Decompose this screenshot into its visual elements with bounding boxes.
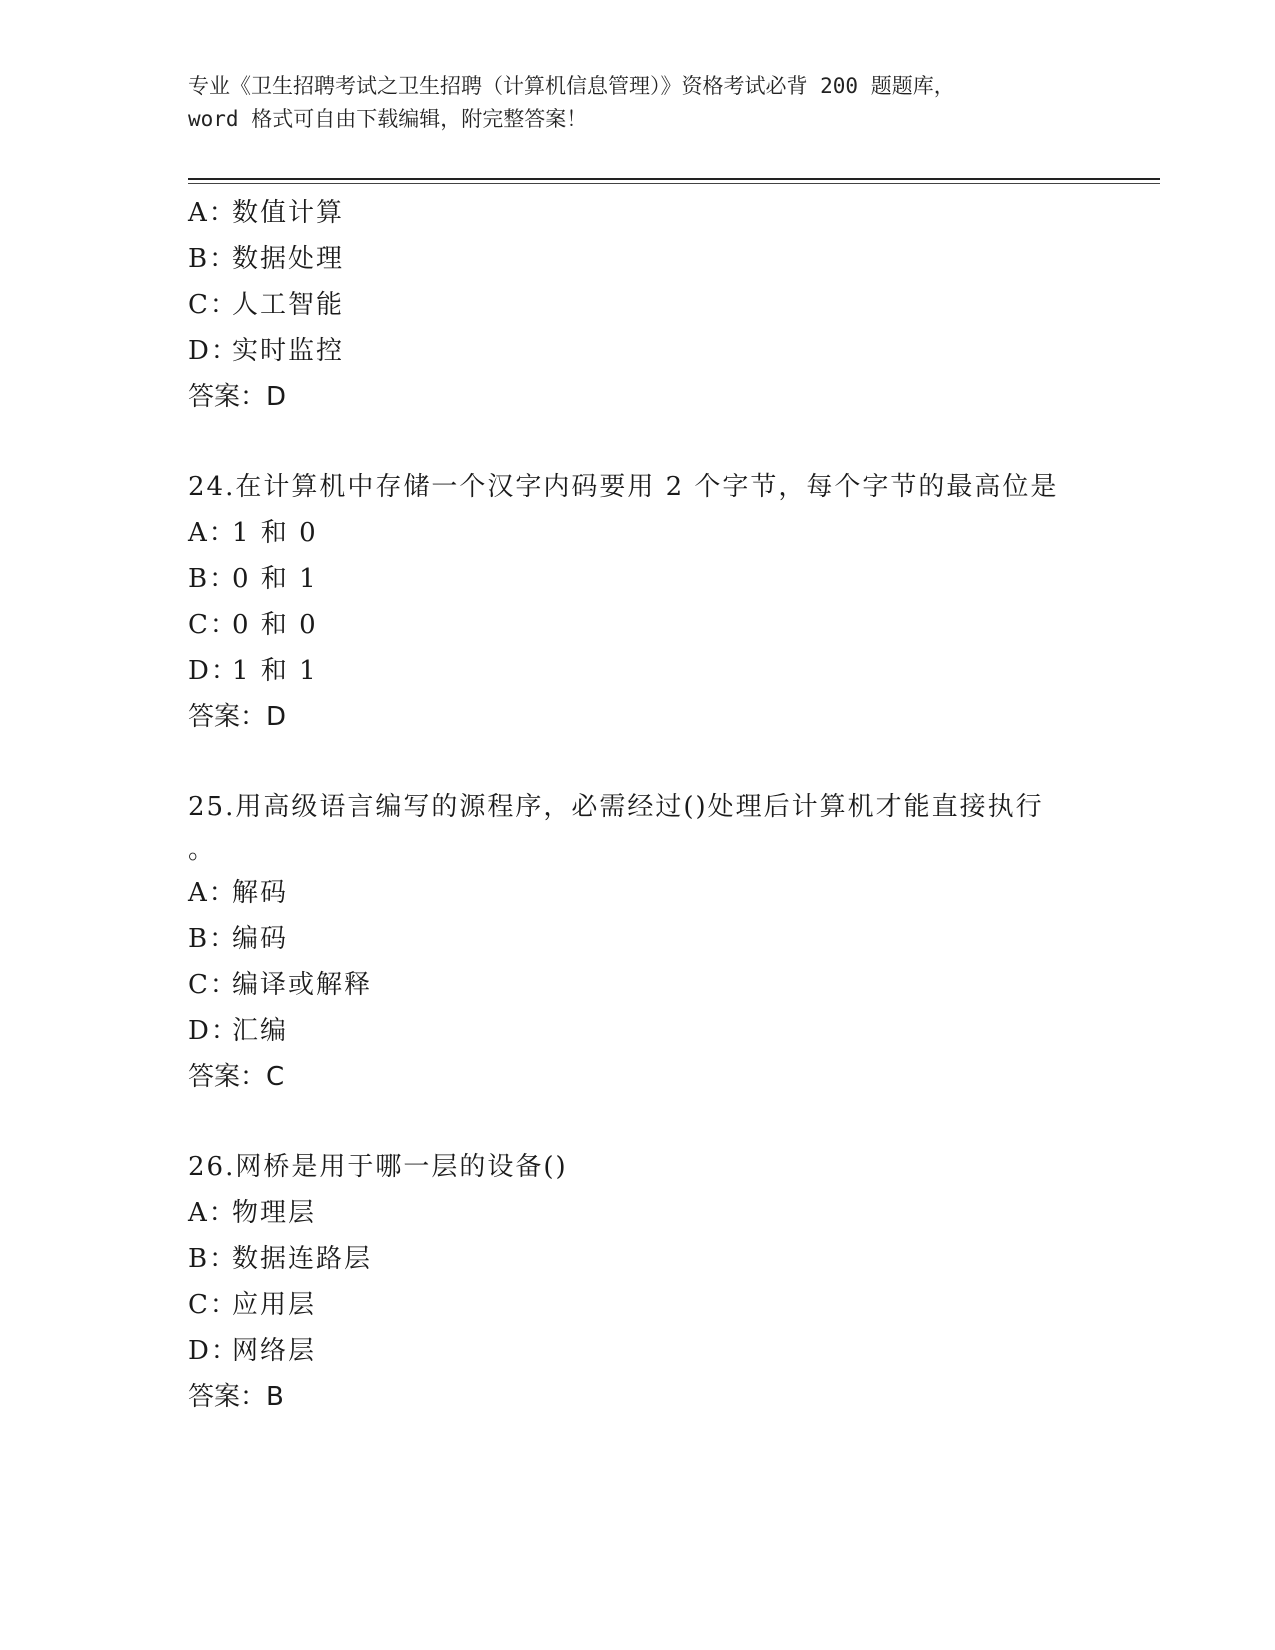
question-block [188,1144,1148,1420]
option-text: 数据连路层 [232,1244,373,1274]
option-key: D： [188,1336,239,1366]
option-key: D： [188,1016,239,1046]
option-text: 1 和 0 [232,518,318,548]
option-key: C： [188,610,238,640]
option-key: A： [188,518,237,548]
option-key: A： [188,198,237,228]
option-c [188,962,1148,1008]
option-key: A： [188,878,237,908]
option-key: B： [188,1244,238,1274]
spacer [188,740,1148,784]
option-key: A： [188,1198,237,1228]
answer-line: 答案：D [188,702,287,732]
option-d [188,1328,1148,1374]
option-b [188,916,1148,962]
answer-line: 答案：D [188,382,287,412]
spacer [188,1100,1148,1144]
header-title-line-1: 专业《卫生招聘考试之卫生招聘（计算机信息管理）》资格考试必背 200 题题库， [188,74,955,98]
question-block [188,784,1148,1100]
option-a [188,870,1148,916]
option-a [188,190,1148,236]
answer-line: 答案：B [188,1382,284,1412]
option-c [188,282,1148,328]
option-key: B： [188,564,238,594]
question-text: 25.用高级语言编写的源程序，必需经过()处理后计算机才能直接执行 [188,792,1044,822]
option-key: C： [188,1290,238,1320]
option-key: C： [188,290,238,320]
question-block [188,464,1148,740]
answer-line: 答案：C [188,1062,285,1092]
option-b [188,1236,1148,1282]
option-text: 0 和 0 [232,610,318,640]
option-text: 实时监控 [232,336,345,366]
option-a [188,510,1148,556]
option-text: 1 和 1 [232,656,318,686]
option-key: B： [188,924,238,954]
option-text: 人工智能 [232,290,345,320]
option-text: 网络层 [232,1336,317,1366]
option-b [188,556,1148,602]
option-c [188,1282,1148,1328]
option-d [188,648,1148,694]
option-text: 编码 [232,924,289,954]
option-text: 物理层 [232,1198,317,1228]
option-text: 数据处理 [232,244,345,274]
question-text-continuation: 。 [188,835,215,865]
option-key: B： [188,244,238,274]
option-c [188,602,1148,648]
option-text: 汇编 [232,1016,289,1046]
option-key: C： [188,970,238,1000]
question-block [188,190,1148,420]
question-list [188,190,1148,1420]
option-a [188,1190,1148,1236]
option-text: 解码 [232,878,289,908]
option-b [188,236,1148,282]
option-text: 数值计算 [232,198,345,228]
option-text: 应用层 [232,1290,317,1320]
option-d [188,1008,1148,1054]
spacer [188,420,1148,464]
question-text: 26.网桥是用于哪一层的设备() [188,1152,568,1182]
option-text: 0 和 1 [232,564,318,594]
option-d [188,328,1148,374]
question-text: 24.在计算机中存储一个汉字内码要用 2 个字节，每个字节的最高位是 [188,472,1059,502]
header-divider-thick [188,178,1160,180]
header-title-line-2: word 格式可自由下载编辑，附完整答案！ [188,107,588,131]
document-header [188,70,1088,136]
header-divider-thin [188,183,1160,184]
option-key: D： [188,336,239,366]
option-key: D： [188,656,239,686]
option-text: 编译或解释 [232,970,373,1000]
